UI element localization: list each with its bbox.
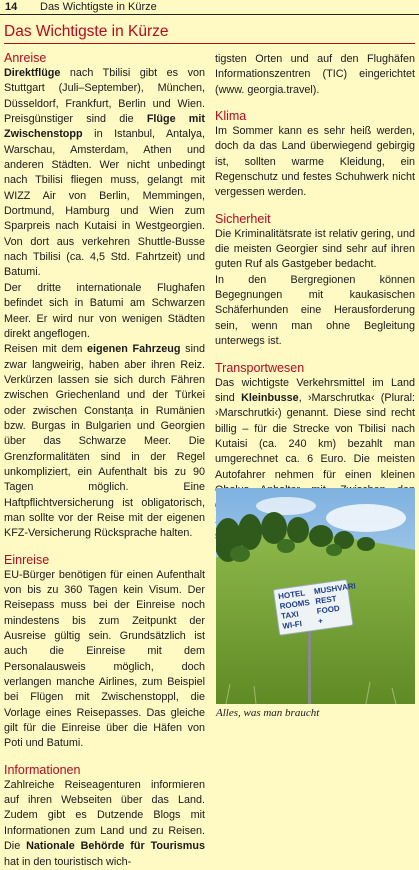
text-run: Das wichtigste Verkehrsmittel im Land sind (215, 376, 415, 404)
page-title: Das Wichtigste in Kürze (4, 23, 169, 40)
right-column (215, 52, 415, 544)
body-paragraph (215, 227, 415, 273)
photo-caption: Alles, was man braucht (216, 707, 320, 719)
sign-line: FOOD (316, 603, 341, 616)
text-run: nach Tbilisi gibt es von Stuttgart (Juli–September), München, Düsseldorf, Frankfurt, Berlin und Wien. Preisgünstiger sind die (4, 67, 205, 126)
section-gap (215, 201, 415, 211)
page-header (0, 0, 419, 15)
body-paragraph (4, 342, 205, 541)
body-paragraph (4, 281, 205, 342)
body-paragraph (4, 66, 205, 281)
sign-line: WI-FI (281, 619, 303, 631)
text-run: Der dritte internationale Flughafen befindet sich in Batumi am Schwarzen Meer. Er wird nur von wenigen Städten direkt angeflogen. (4, 281, 205, 340)
section-heading: Einreise (4, 552, 50, 567)
text-run: tigsten Orten und auf den Flughäfen Informationszentren (TIC) eingerichtet (www. georgia.travel). (215, 53, 415, 96)
bold-term: Nationale Behörde für Tourismus (26, 840, 205, 853)
meadow-scene (216, 488, 415, 704)
bold-term: Flüge mit Zwischenstopp (4, 113, 205, 141)
text-run: Die Kriminalitätsrate ist relativ gering, und die meisten Georgier sind sehr auf ihren guten Ruf als Gastgeber bedacht. (215, 227, 415, 271)
page-number: 14 (5, 1, 18, 13)
bold-term: eigenen Fahrzeug (87, 343, 181, 356)
text-run: EU-Bürger benötigen für einen Aufenthalt von bis zu 360 Tagen kein Visum. Der Reisepass muss bei der Einreise noch mindestens bis zum Zeitpunkt der Ausreise gültig sein. Grundsätzlich ist auch die Einreise mit dem Personalausweis möglich, doch verlangen manche Airlines, zum Beispiel bei Flügen mit Zwischenstoppl, die Vorlage eines Reisepasses. Das gleiche gilt für die Einreise über die Häfen von Poti und Batumi. (4, 568, 205, 750)
section-gap (215, 98, 415, 108)
body-paragraph (4, 568, 205, 752)
body-paragraph (215, 124, 415, 201)
section-heading: Informationen (4, 762, 81, 777)
sign-line: HOTEL (277, 588, 306, 602)
text-run: Zahlreiche Reiseagenturen informieren auf ihren Webseiten über das Land. Zudem gibt es Dutzende Blogs mit Informationen zum Land und zu Reisen. Die (4, 778, 205, 853)
section-heading: Sicherheit (215, 211, 271, 226)
bold-term: Direktflüge (4, 67, 61, 79)
section-gap (4, 542, 205, 552)
text-run: hat in den touristisch wich- (4, 855, 132, 868)
sign-line: ROOMS (279, 597, 311, 612)
section-heading: Anreise (4, 51, 47, 65)
section-gap (215, 350, 415, 360)
text-run: Reisen mit dem (4, 343, 88, 356)
sign-line: + (317, 616, 324, 626)
text-run: in Istanbul, Antalya, Warschau, Amsterdam, Athen und anderen Städten. Wer nicht unbedingt nach Tbilisi fliegen muss, gelangt mit WIZZ Air von Berlin, Memmingen, Dortmund, Hamburg und Wien zum Sparpreis nach Kutaisi in Westgeorgien. Von dort aus verkehren Shuttle-Busse nach Tbilisi (ca. 4,5 Std. Fahrtzeit) und Batumi. (4, 128, 205, 279)
left-column (4, 50, 205, 870)
text-run: , ›Marschrutka‹ (Plural: ›Marschrutki‹) genannt. Diese sind recht billig – für die Strecke von Tbilisi nach Kutaisi (ca. 240 km) bezahlt man umgerechnet ca. 6 Euro. Die meisten Autofahrer nehmen für einen kleinen (215, 391, 415, 481)
body-paragraph (215, 273, 415, 350)
hotel-sign-photo (216, 488, 415, 704)
text-run: In den Bergregionen können Begegnungen mit kaukasischen Schäferhunden eine Herausforderung sein, wenn man ohne Begleitung unterwegs ist. (215, 273, 415, 348)
running-title: Das Wichtigste in Kürze (40, 1, 157, 13)
title-rule (4, 43, 415, 44)
body-paragraph (4, 778, 205, 870)
text-run: Im Sommer kann es sehr heiß werden, doch da das Land überwiegend gebirgig ist, sollten warme Kleidung, ein Regenschutz und festes Schuhwerk nicht vergessen werden. (215, 125, 415, 199)
sign-line: MUSHVARI (313, 581, 357, 597)
section-gap (4, 752, 205, 762)
section-heading: Klima (215, 109, 247, 124)
body-paragraph (215, 52, 415, 98)
text-run: sind zwar langweirig, haben aber ihren Reiz. Verkürzen lassen sie sich durch Fähren zwischen Griechenland und der Türkei oder zwischen Constanța in Rumänien bzw. Burgas in Bulgarien und Georgien über das Schwarze Meer. Die Grenzformalitäten sind in der Regel unkompliziert, ein Aufenthalt bis zu 90 Tagen möglich. Eine Haftpflichtversicherung ist obligatorisch, man sollte vor der Reise mit der eigenen KFZ-Versicherung Rücksprache halten. (4, 343, 205, 540)
sign-line: TAXI (280, 609, 300, 621)
sign-line: REST (314, 594, 338, 606)
section-heading: Transportwesen (215, 360, 305, 375)
bold-term: Kleinbusse (241, 391, 299, 404)
